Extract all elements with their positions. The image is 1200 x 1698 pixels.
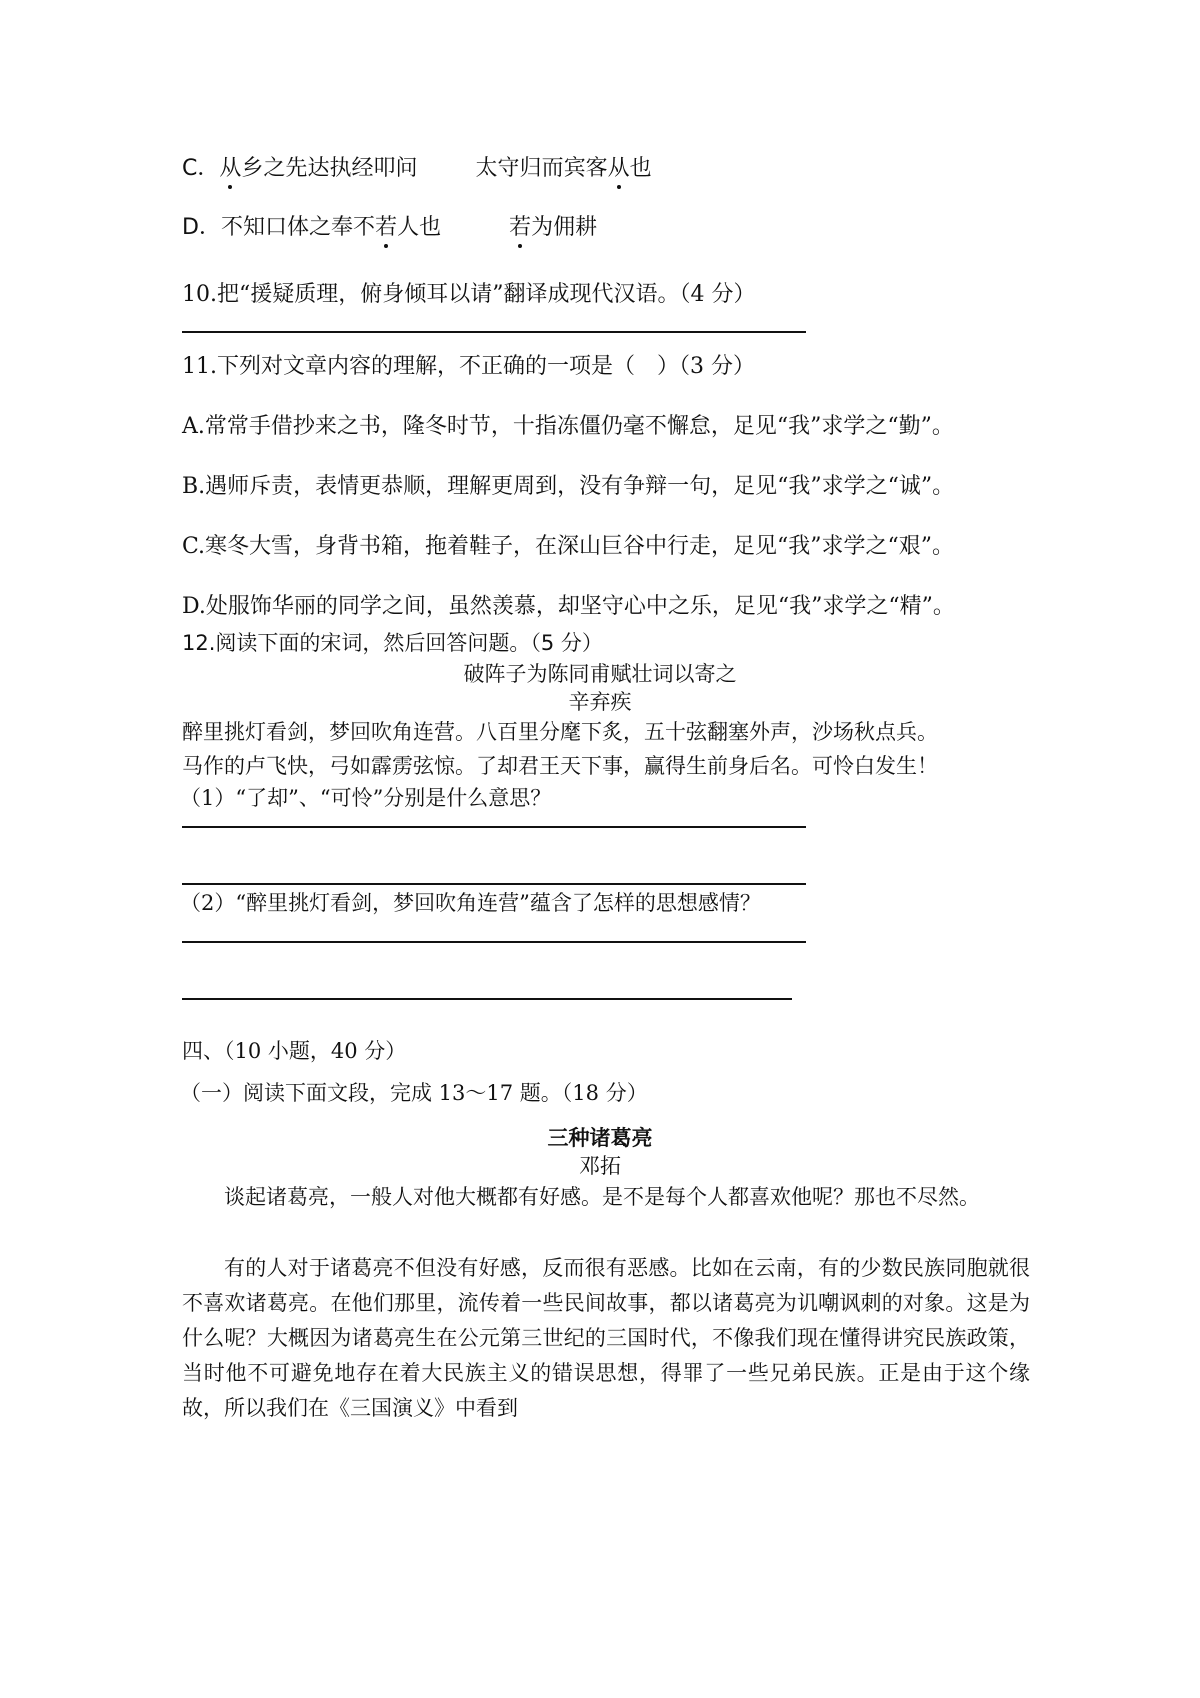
q10-text: 10.把“援疑质理，俯身倾耳以请”翻译成现代汉语。（4 分） <box>182 282 756 307</box>
q11-option-c: C.寒冬大雪，身背书箱，拖着鞋子，在深山巨谷中行走，足见“我”求学之“艰”。 <box>182 534 955 559</box>
emphasis-dot-char: 若 <box>375 213 397 243</box>
answer-line[interactable] <box>182 941 806 943</box>
poem-author: 辛弃疾 <box>568 690 632 714</box>
article-title: 三种诸葛亮 <box>547 1125 653 1150</box>
emphasis-dot-char: 从 <box>608 154 630 184</box>
article-author: 邓拓 <box>579 1154 621 1178</box>
article-paragraph-2: 有的人对于诸葛亮不但没有好感，反而很有恶感。比如在云南，有的少数民族同胞就很不喜欢诸葛亮。在他们那里，流传着一些民间故事，都以诸葛亮为讥嘲讽刺的对象。这是为什么呢？大概因为诸葛亮生在公元第三世纪的三国时代，不像我们现在懂得讲究民族政策，当时他不可避免地存在着大民族主义的错误思想，得罪了一些兄弟民族。正是由于这个缘故，所以我们在《三国演义》中看到 <box>182 1256 1030 1420</box>
emphasis-dot-char: 若 <box>509 213 531 243</box>
poem-line-2: 马作的卢飞快，弓如霹雳弦惊。了却君王天下事，赢得生前身后名。可怜白发生！ <box>182 754 938 778</box>
q11-option-b: B.遇师斥责，表情更恭顺，理解更周到，没有争辩一句，足见“我”求学之“诚”。 <box>182 474 955 499</box>
answer-line[interactable] <box>182 826 806 828</box>
q9-option-c-part2: 太守归而宾客从也 <box>476 156 652 181</box>
q9-option-c-label: C． <box>182 156 220 181</box>
q11-option-a: A.常常手借抄来之书，隆冬时节，十指冻僵仍毫不懈怠，足见“我”求学之“勤”。 <box>182 414 954 439</box>
q9-option-d-part2: 若为佣耕 <box>509 215 597 240</box>
article-paragraph-1: 谈起诸葛亮，一般人对他大概都有好感。是不是每个人都喜欢他呢？那也不尽然。 <box>224 1185 980 1209</box>
poem-line-1: 醉里挑灯看剑，梦回吹角连营。八百里分麾下炙，五十弦翻塞外声，沙场秋点兵。 <box>182 720 938 744</box>
q12-sub1: （1）“了却”、“可怜”分别是什么意思？ <box>180 786 552 810</box>
q12-sub2: （2）“醉里挑灯看剑，梦回吹角连营”蕴含了怎样的思想感情？ <box>180 891 761 915</box>
q9-option-d <box>182 213 597 243</box>
answer-line[interactable] <box>182 883 806 885</box>
q11-stem: 11.下列对文章内容的理解，不正确的一项是（ ）（3 分） <box>182 354 755 379</box>
q11-option-d: D.处服饰华丽的同学之间，虽然羡慕，却坚守心中之乐，足见“我”求学之“精”。 <box>182 594 955 619</box>
section4-part1: （一）阅读下面文段，完成 13～17 题。（18 分） <box>180 1081 648 1105</box>
q9-option-d-label: D． <box>182 215 221 240</box>
section4-heading: 四、（10 小题，40 分） <box>182 1039 407 1063</box>
emphasis-dot-char: 从 <box>219 154 241 184</box>
poem-title: 破阵子为陈同甫赋壮词以寄之 <box>463 662 737 686</box>
answer-line[interactable] <box>182 998 792 1000</box>
q9-option-c <box>182 154 652 184</box>
answer-line[interactable] <box>182 331 806 333</box>
q9-option-d-part1: 不知口体之奉不若人也 <box>221 215 441 240</box>
q9-option-c-part1: 从乡之先达执经叩问 <box>219 156 417 181</box>
q12-stem: 12.阅读下面的宋词，然后回答问题。（5 分） <box>182 631 603 655</box>
